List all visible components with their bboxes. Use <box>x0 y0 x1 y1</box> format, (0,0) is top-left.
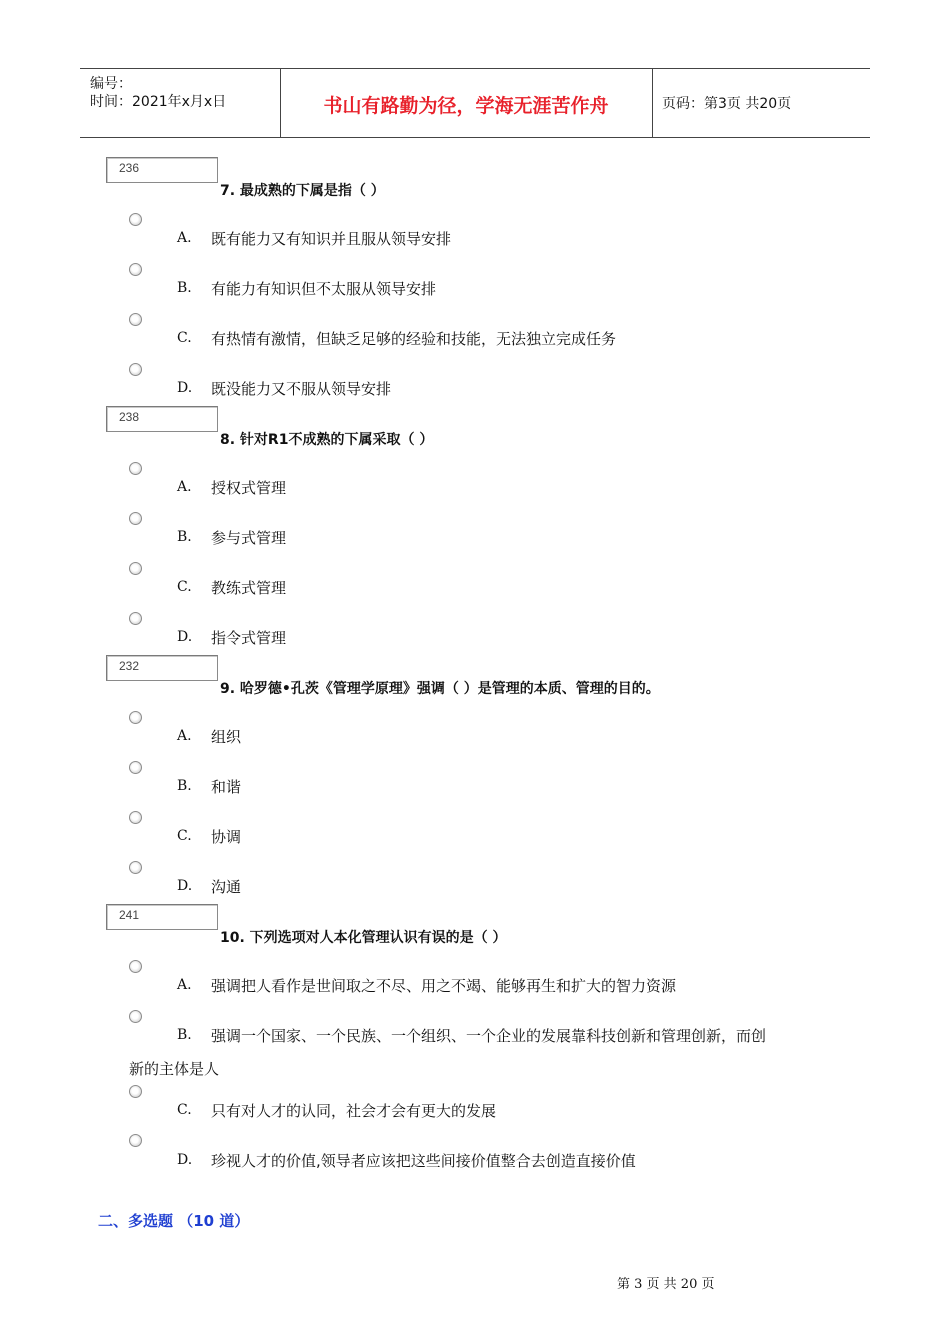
question-title: 10. 下列选项对人本化管理认识有误的是（ ） <box>220 930 507 946</box>
option-letter: A. <box>177 977 192 993</box>
radio-option-d[interactable] <box>129 363 142 376</box>
question-id: 236 <box>119 161 140 175</box>
option-letter: B. <box>177 280 192 296</box>
option-letter: C. <box>177 828 192 844</box>
header-page-cell <box>652 69 870 137</box>
question-id: 232 <box>119 659 140 673</box>
radio-option-a[interactable] <box>129 213 142 226</box>
radio-option-d[interactable] <box>129 612 142 625</box>
option-text: 指令式管理 <box>211 629 287 647</box>
question-id: 241 <box>119 908 140 922</box>
option-text: 参与式管理 <box>211 529 287 547</box>
radio-option-c[interactable] <box>129 811 142 824</box>
option-letter: B. <box>177 529 192 545</box>
option-text: 既没能力又不服从领导安排 <box>211 380 392 398</box>
radio-option-c[interactable] <box>129 313 142 326</box>
option-letter: D. <box>177 1152 193 1168</box>
header-motto-cell <box>280 69 653 137</box>
option-text: 和谐 <box>211 778 242 796</box>
option-text: 教练式管理 <box>211 579 287 597</box>
option-letter: B. <box>177 778 192 794</box>
radio-option-b[interactable] <box>129 512 142 525</box>
option-letter: A. <box>177 230 192 246</box>
motto-text: 书山有路勤为径，学海无涯苦作舟 <box>323 95 609 117</box>
question-id-box <box>106 904 218 930</box>
option-text: 组织 <box>211 728 242 746</box>
option-text: 只有对人才的认同，社会才会有更大的发展 <box>211 1102 497 1120</box>
radio-option-d[interactable] <box>129 1134 142 1147</box>
radio-option-c[interactable] <box>129 562 142 575</box>
radio-option-b[interactable] <box>129 1010 142 1023</box>
option-letter: D. <box>177 629 193 645</box>
option-letter: C. <box>177 579 192 595</box>
radio-option-a[interactable] <box>129 462 142 475</box>
option-text: 授权式管理 <box>211 479 287 497</box>
option-letter: D. <box>177 380 193 396</box>
page-footer: 第 3 页 共 20 页 <box>617 1277 715 1292</box>
option-letter: D. <box>177 878 193 894</box>
option-letter: C. <box>177 1102 192 1118</box>
radio-option-a[interactable] <box>129 960 142 973</box>
question-id-box <box>106 655 218 681</box>
question-title: 7. 最成熟的下属是指（ ） <box>220 183 385 199</box>
header-left-cell <box>80 69 281 137</box>
option-text: 既有能力又有知识并且服从领导安排 <box>211 230 452 248</box>
option-text: 沟通 <box>211 878 242 896</box>
question-title: 8. 针对R1不成熟的下属采取（ ） <box>220 432 434 448</box>
radio-option-a[interactable] <box>129 711 142 724</box>
option-letter: A. <box>177 728 192 744</box>
question-title: 9. 哈罗德•孔茨《管理学原理》强调（ ）是管理的本质、管理的目的。 <box>220 681 660 697</box>
option-letter: B. <box>177 1027 192 1043</box>
option-text: 有热情有激情，但缺乏足够的经验和技能，无法独立完成任务 <box>211 330 617 348</box>
option-letter: C. <box>177 330 192 346</box>
radio-option-c[interactable] <box>129 1085 142 1098</box>
option-text: 珍视人才的价值,领导者应该把这些间接价值整合去创造直接价值 <box>211 1152 636 1170</box>
page-info: 页码：第3页 共20页 <box>662 96 792 112</box>
question-id-box <box>106 157 218 183</box>
radio-option-b[interactable] <box>129 761 142 774</box>
option-letter: A. <box>177 479 192 495</box>
option-text: 协调 <box>211 828 242 846</box>
radio-option-b[interactable] <box>129 263 142 276</box>
number-label: 编号： <box>90 76 132 92</box>
option-text-continued: 新的主体是人 <box>129 1060 220 1078</box>
radio-option-d[interactable] <box>129 861 142 874</box>
time-label: 时间：2021年x月x日 <box>90 94 227 110</box>
option-text: 强调一个国家、一个民族、一个组织、一个企业的发展靠科技创新和管理创新，而创 <box>211 1027 767 1045</box>
question-id: 238 <box>119 410 140 424</box>
section-heading: 二、多选题 （10 道） <box>98 1212 250 1230</box>
question-id-box <box>106 406 218 432</box>
page-header <box>80 68 870 138</box>
option-text: 强调把人看作是世间取之不尽、用之不竭、能够再生和扩大的智力资源 <box>211 977 677 995</box>
option-text: 有能力有知识但不太服从领导安排 <box>211 280 437 298</box>
